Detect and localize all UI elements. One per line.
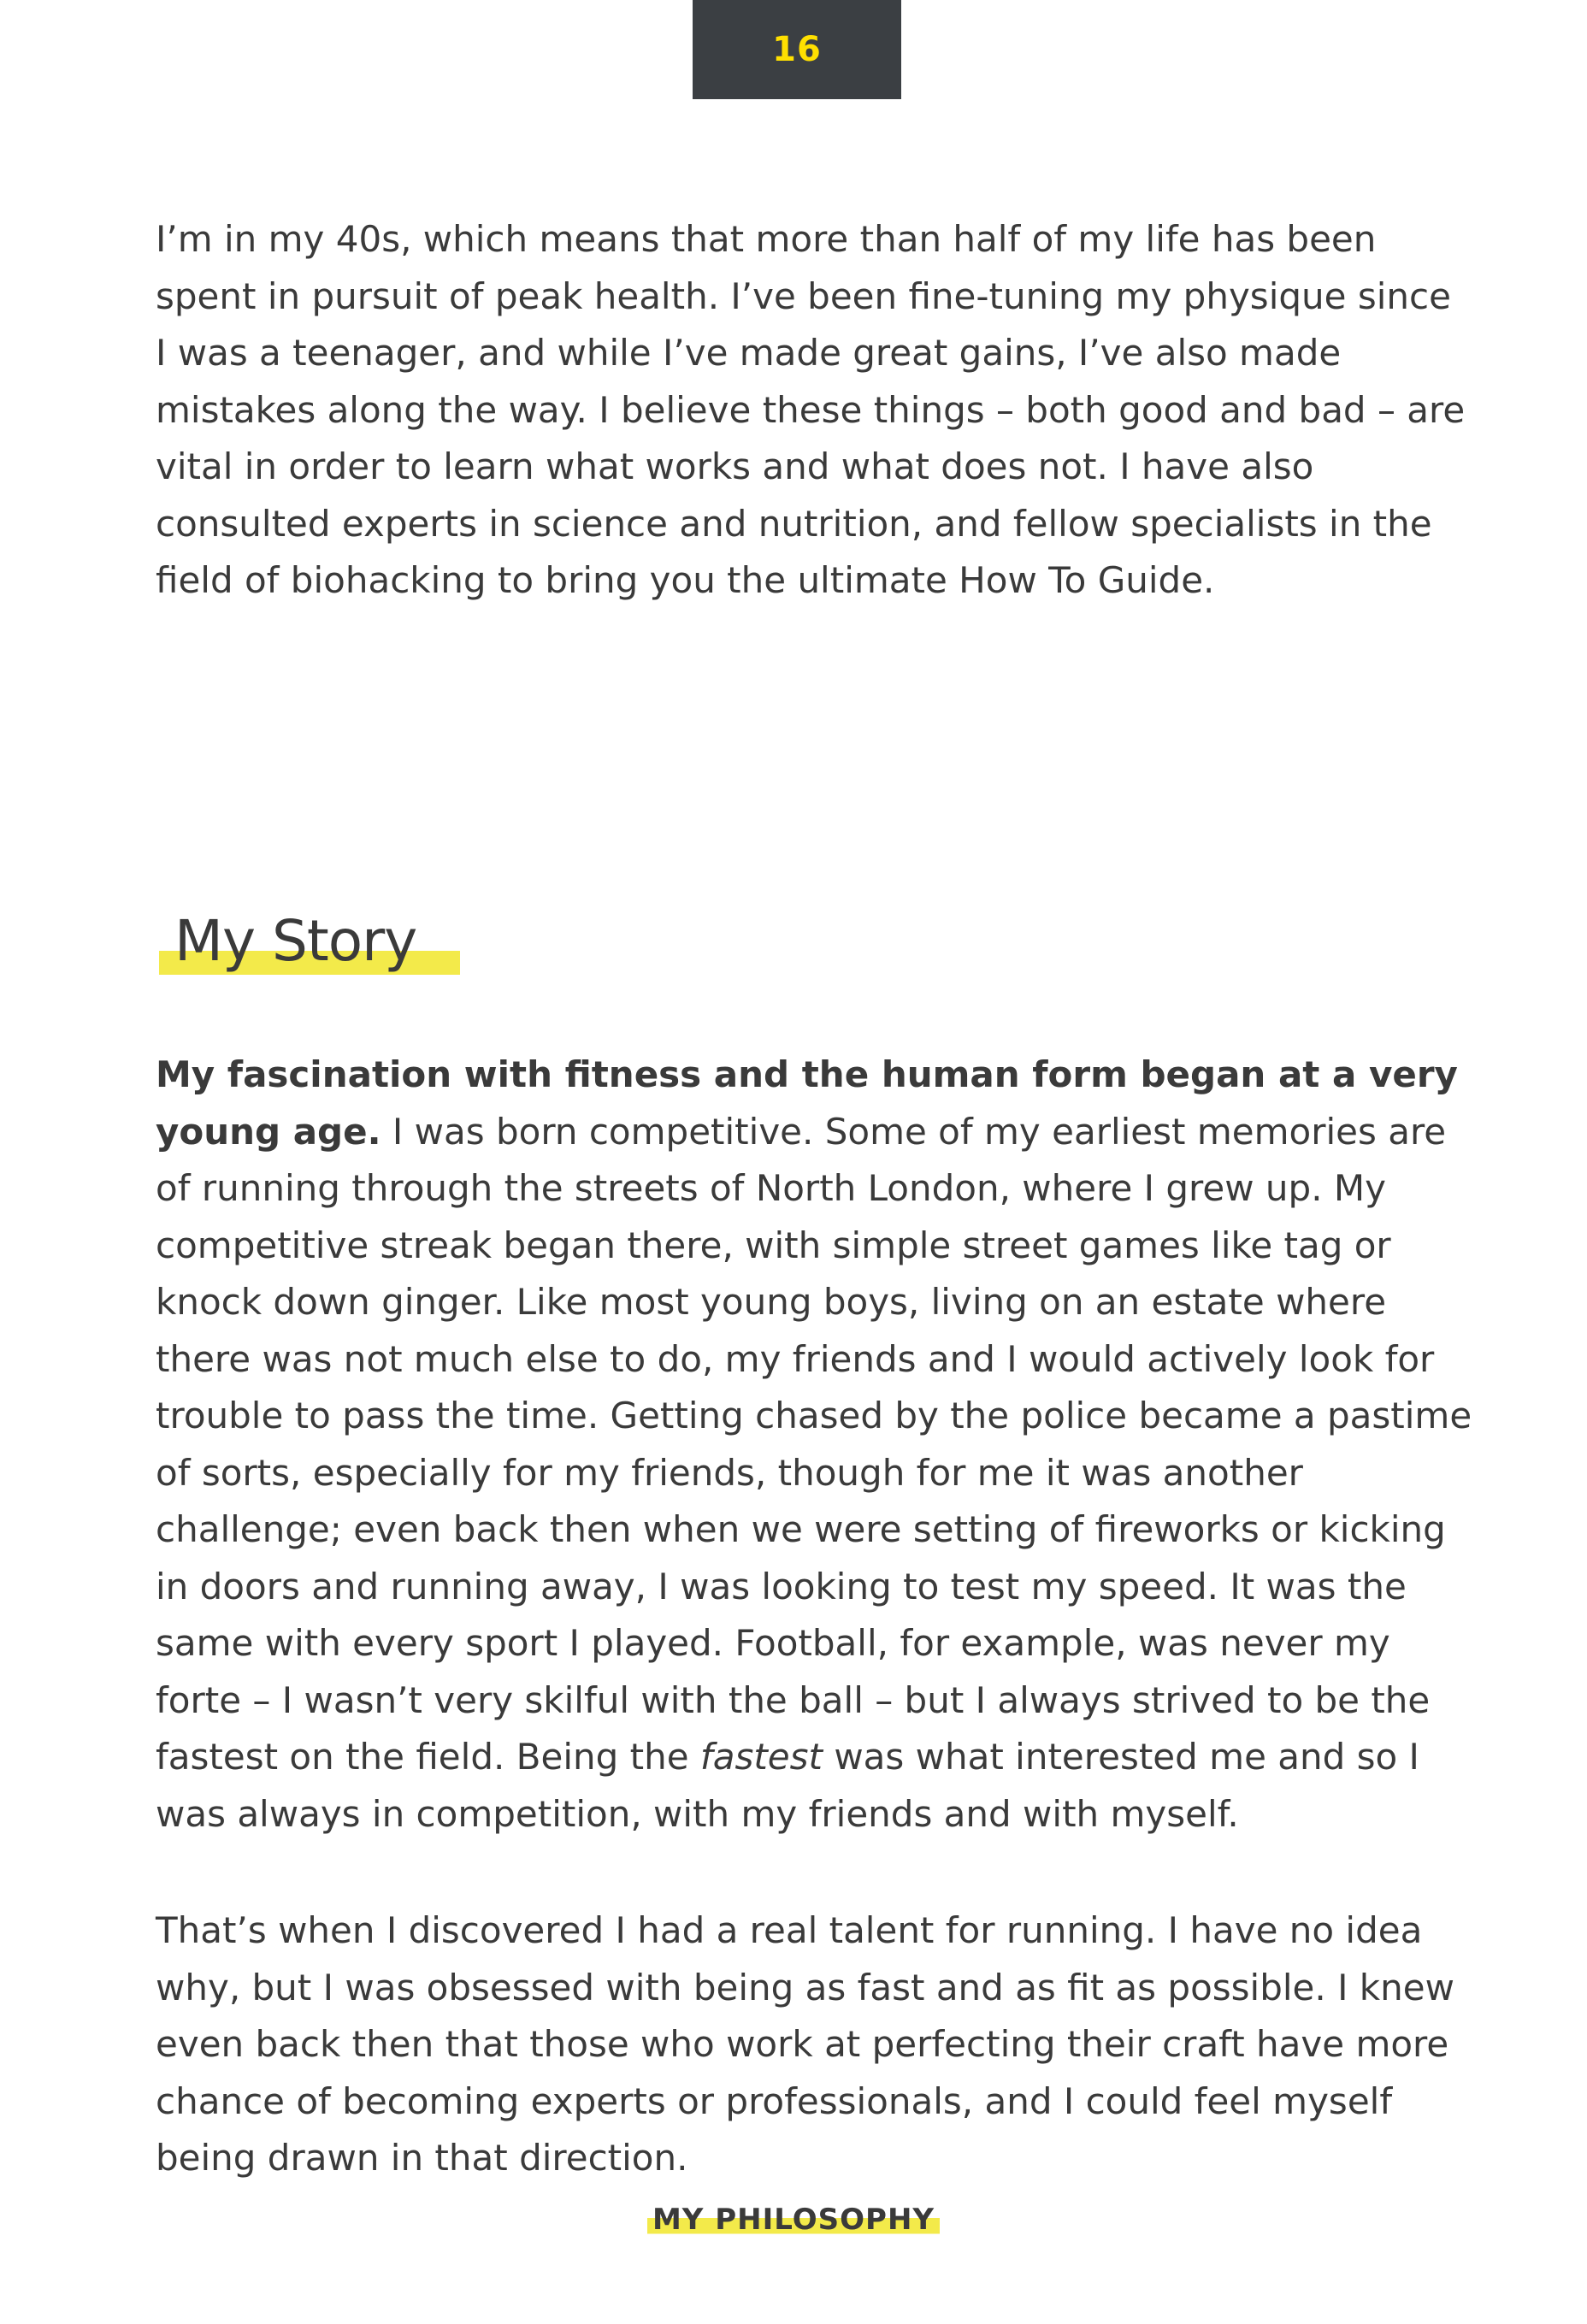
page-number: 16	[772, 30, 822, 69]
story-lead-sentence: My fascination with fitness and the human form began at a very young age.	[156, 1053, 1458, 1153]
story-paragraph-1-text-a: I was born competitive. Some of my earliest memories are of running through the streets of North London, where I grew up. My competitive streak began there, with simple street games like tag or knock down ginger. Like most young boys, living on an estate where there was not much else to do, my friends and I would actively look for trouble to pass the time. Getting chased by the police became a pastime of sorts, especially for my friends, though for me it was another challenge; even back then when we were setting of fireworks or kicking in doors and running away, I was looking to test my speed. It was the same with every sport I played. Football, for example, was never my forte – I wasn’t very skilful with the ball – but I always strived to be the fastest on the field. Being the	[156, 1110, 1472, 1778]
story-emphasis: fastest	[699, 1736, 823, 1778]
story-paragraph-1	[156, 1047, 1472, 1843]
page-footer	[0, 2201, 1587, 2238]
story-paragraph-1-text-b: was what interested me and so I was always in competition, with my friends and with myself.	[156, 1736, 1419, 1835]
footer-section-label: MY PHILOSOPHY	[647, 2201, 940, 2238]
page-number-tab	[693, 0, 901, 99]
section-heading: My Story	[174, 908, 417, 974]
intro-paragraph: I’m in my 40s, which means that more than half of my life has been spent in pursuit of peak health. I’ve been fine-tuning my physique since I was a teenager, and while I’ve made great gains, I’ve also made mistakes along the way. I believe these things – both good and bad – are vital in order to learn what works and what does not. I have also consulted experts in science and nutrition, and fellow specialists in the field of biohacking to bring you the ultimate How To Guide.	[156, 218, 1466, 601]
story-paragraph-2: That’s when I discovered I had a real talent for running. I have no idea why, but I was obsessed with being as fast and as fit as possible. I knew even back then that those who work at perfecting their craft have more chance of becoming experts or professionals, and I could feel myself being drawn in that direction.	[156, 1909, 1454, 2179]
section-heading-block	[156, 904, 416, 979]
